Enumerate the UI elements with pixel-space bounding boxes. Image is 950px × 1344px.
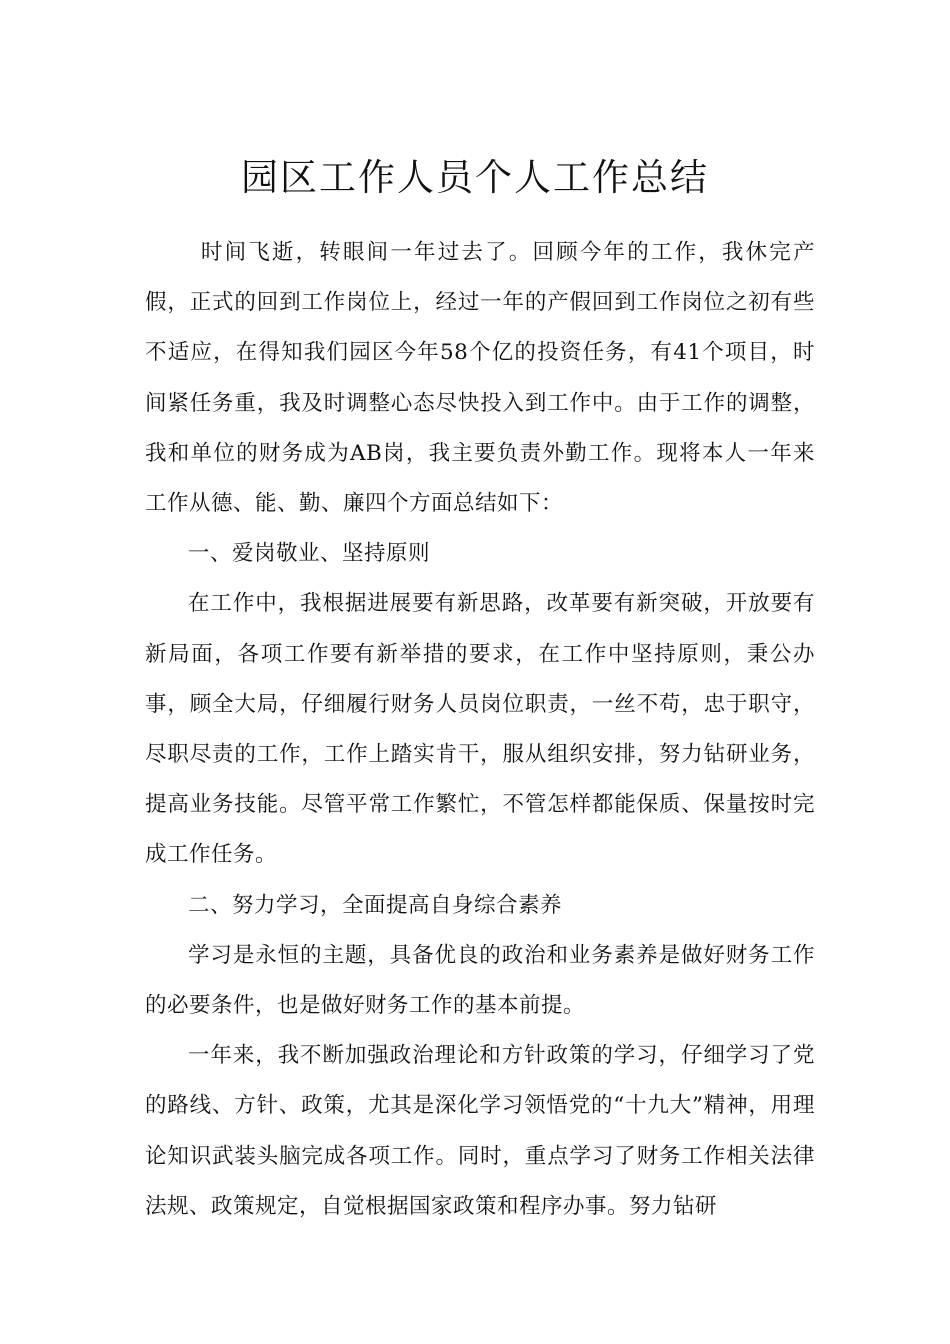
section-2-paragraph-1: 学习是永恒的主题，具备优良的政治和业务素养是做好财务工作的必要条件，也是做好财务工作的基本前提。 [145, 942, 815, 1019]
section-heading-2: 二、努力学习，全面提高自身综合素养 [188, 892, 563, 918]
section-heading-1: 一、爱岗敬业、坚持原则 [188, 541, 431, 567]
section-2-paragraph-2: 一年来，我不断加强政治理论和方针政策的学习，仔细学习了党的路线、方针、政策，尤其是深化学习领悟党的“十九大”精神，用理论知识武装头脑完成各项工作。同时，重点学习了财务工作相关法律法规、政策规定，自觉根据国家政策和程序办事。努力钻研 [145, 1043, 815, 1219]
intro-paragraph: 时间飞逝，转眼间一年过去了。回顾今年的工作，我休完产假，正式的回到工作岗位上，经过一年的产假回到工作岗位之初有些不适应，在得知我们园区今年58个亿的投资任务，有41个项目，时间紧任务重，我及时调整心态尽快投入到工作中。由于工作的调整，我和单位的财务成为AB岗，我主要负责外勤工作。现将本人一年来工作从德、能、勤、廉四个方面总结如下： [145, 240, 815, 517]
document-title: 园区工作人员个人工作总结 [241, 155, 709, 199]
section-1-paragraph: 在工作中，我根据进展要有新思路，改革要有新突破，开放要有新局面，各项工作要有新举措的要求，在工作中坚持原则，秉公办事，顾全大局，仔细履行财务人员岗位职责，一丝不苟，忠于职守，尽职尽责的工作，工作上踏实肯干，服从组织安排，努力钻研业务，提高业务技能。尽管平常工作繁忙，不管怎样都能保质、保量按时完成工作任务。 [145, 591, 815, 868]
document-body [145, 228, 815, 1232]
